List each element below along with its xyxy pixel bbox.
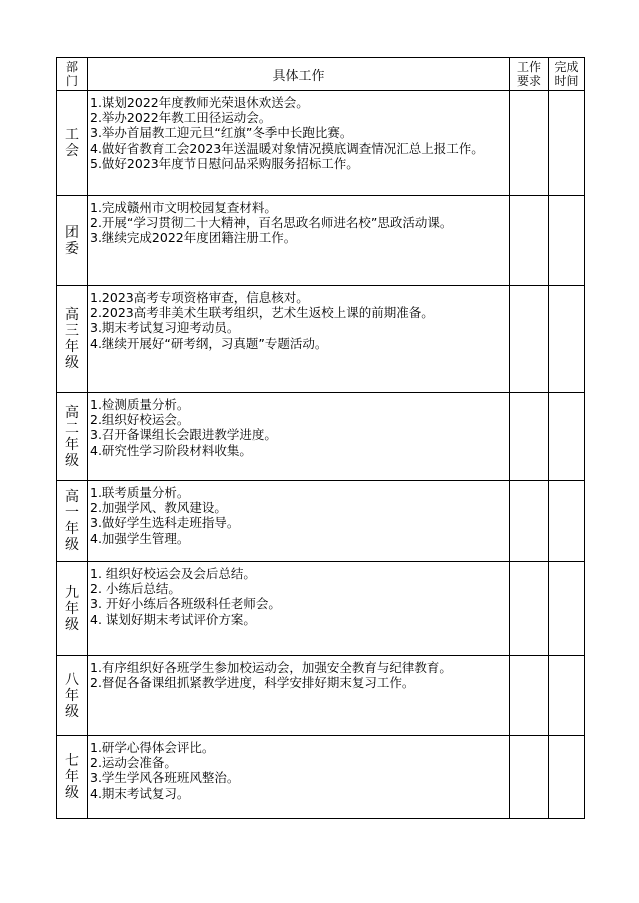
dept-char: 九 xyxy=(65,584,79,601)
table-row xyxy=(57,91,585,196)
work-item: 1.完成赣州市文明校园复查材料。 xyxy=(90,200,277,215)
work-items-cell xyxy=(88,286,510,393)
header-req-line1: 工作 xyxy=(516,60,541,74)
dept-char: 年 xyxy=(65,769,79,785)
dept-char: 级 xyxy=(65,452,79,469)
table-row xyxy=(57,562,585,656)
dept-char: 级 xyxy=(65,785,79,801)
table-row xyxy=(57,196,585,286)
header-done-line2: 时间 xyxy=(554,74,579,88)
completion-cell xyxy=(549,91,585,196)
dept-cell xyxy=(57,562,88,656)
work-item: 2.开展“学习贯彻二十大精神，百名思政名师进名校”思政活动课。 xyxy=(90,215,453,231)
dept-char: 年 xyxy=(65,339,79,355)
work-item: 2.运动会准备。 xyxy=(90,755,177,771)
table-header-row xyxy=(57,58,585,91)
requirement-cell xyxy=(510,286,549,393)
work-plan-table xyxy=(56,57,585,819)
work-items-cell xyxy=(88,481,510,562)
work-item: 4.加强学生管理。 xyxy=(90,530,190,546)
dept-char: 年 xyxy=(65,687,79,704)
header-dept-line2: 门 xyxy=(65,74,78,88)
dept-char: 三 xyxy=(65,323,79,339)
header-done-line1: 完成 xyxy=(554,60,579,74)
work-item: 3.学生学风各班班风整治。 xyxy=(90,770,240,786)
completion-cell xyxy=(549,736,585,819)
completion-cell xyxy=(549,481,585,562)
dept-char: 级 xyxy=(65,616,79,633)
work-item: 4.做好省教育工会2023年送温暖对象情况摸底调查情况汇总上报工作。 xyxy=(90,140,484,156)
dept-char: 工 xyxy=(65,127,79,143)
table-row xyxy=(57,393,585,481)
dept-char: 年 xyxy=(65,521,79,537)
work-item: 2.督促各备课组抓紧教学进度，科学安排好期末复习工作。 xyxy=(90,675,415,691)
work-item: 3.举办首届教工迎元旦“红旗”冬季中长跑比赛。 xyxy=(90,125,353,141)
dept-cell xyxy=(57,196,88,286)
work-item: 1.研学心得体会评比。 xyxy=(90,740,215,755)
dept-char: 年 xyxy=(65,436,79,453)
dept-cell xyxy=(57,393,88,481)
dept-char: 团 xyxy=(65,224,79,241)
work-item: 3.做好学生选科走班指导。 xyxy=(90,515,240,531)
work-item: 1.2023高考专项资格审查，信息核对。 xyxy=(90,290,309,305)
dept-char: 级 xyxy=(65,355,79,371)
header-work-cell: 具体工作 xyxy=(88,58,510,91)
work-items-cell xyxy=(88,91,510,196)
table-row xyxy=(57,656,585,736)
work-item: 4.研究性学习阶段材料收集。 xyxy=(90,442,252,458)
work-item: 2.组织好校运会。 xyxy=(90,412,190,428)
requirement-cell xyxy=(510,196,549,286)
work-items-cell xyxy=(88,196,510,286)
dept-char: 级 xyxy=(65,703,79,720)
work-item: 2.加强学风、教风建设。 xyxy=(90,500,227,516)
header-completion-cell xyxy=(549,58,585,91)
work-item: 4. 谋划好期末考试评价方案。 xyxy=(90,611,256,627)
work-item: 1.联考质量分析。 xyxy=(90,485,190,500)
completion-cell xyxy=(549,656,585,736)
dept-char: 一 xyxy=(65,505,79,521)
dept-char: 级 xyxy=(65,537,79,553)
dept-char: 年 xyxy=(65,600,79,617)
work-items-cell xyxy=(88,393,510,481)
dept-cell xyxy=(57,656,88,736)
dept-char: 二 xyxy=(65,420,79,437)
dept-char: 会 xyxy=(65,143,79,159)
work-item: 2. 小练后总结。 xyxy=(90,581,181,597)
work-item: 1.有序组织好各班学生参加校运动会，加强安全教育与纪律教育。 xyxy=(90,660,452,675)
dept-char: 高 xyxy=(65,404,79,421)
header-req-line2: 要求 xyxy=(516,74,541,88)
header-dept-line1: 部 xyxy=(65,60,78,74)
work-item: 3.继续完成2022年度团籍注册工作。 xyxy=(90,230,297,246)
table-row xyxy=(57,736,585,819)
dept-cell xyxy=(57,286,88,393)
dept-cell xyxy=(57,91,88,196)
requirement-cell xyxy=(510,656,549,736)
work-item: 2.2023高考非美术生联考组织，艺术生返校上课的前期准备。 xyxy=(90,305,434,321)
table-row xyxy=(57,481,585,562)
work-item: 1. 组织好校运会及会后总结。 xyxy=(90,566,256,581)
requirement-cell xyxy=(510,736,549,819)
dept-cell xyxy=(57,736,88,819)
requirement-cell xyxy=(510,481,549,562)
dept-char: 高 xyxy=(65,489,79,505)
dept-char: 七 xyxy=(65,753,79,769)
work-items-cell xyxy=(88,736,510,819)
completion-cell xyxy=(549,286,585,393)
work-item: 5.做好2023年度节日慰问品采购服务招标工作。 xyxy=(90,155,359,171)
work-items-cell xyxy=(88,562,510,656)
table-row xyxy=(57,286,585,393)
work-item: 3. 开好小练后各班级科任老师会。 xyxy=(90,596,281,612)
work-item: 1.谋划2022年度教师光荣退休欢送会。 xyxy=(90,95,309,110)
dept-char: 高 xyxy=(65,307,79,323)
work-item: 4.期末考试复习。 xyxy=(90,785,190,801)
work-item: 2.举办2022年教工田径运动会。 xyxy=(90,110,272,126)
header-dept-cell xyxy=(57,58,88,91)
header-requirement-cell xyxy=(510,58,549,91)
work-item: 3.召开备课组长会跟进教学进度。 xyxy=(90,427,277,443)
completion-cell xyxy=(549,393,585,481)
completion-cell xyxy=(549,196,585,286)
requirement-cell xyxy=(510,562,549,656)
requirement-cell xyxy=(510,393,549,481)
completion-cell xyxy=(549,562,585,656)
work-item: 4.继续开展好“研考纲，习真题”专题活动。 xyxy=(90,335,328,351)
dept-cell xyxy=(57,481,88,562)
dept-char: 八 xyxy=(65,671,79,688)
dept-char: 委 xyxy=(65,240,79,257)
work-item: 3.期末考试复习迎考动员。 xyxy=(90,320,240,336)
work-items-cell xyxy=(88,656,510,736)
requirement-cell xyxy=(510,91,549,196)
work-item: 1.检测质量分析。 xyxy=(90,397,190,412)
